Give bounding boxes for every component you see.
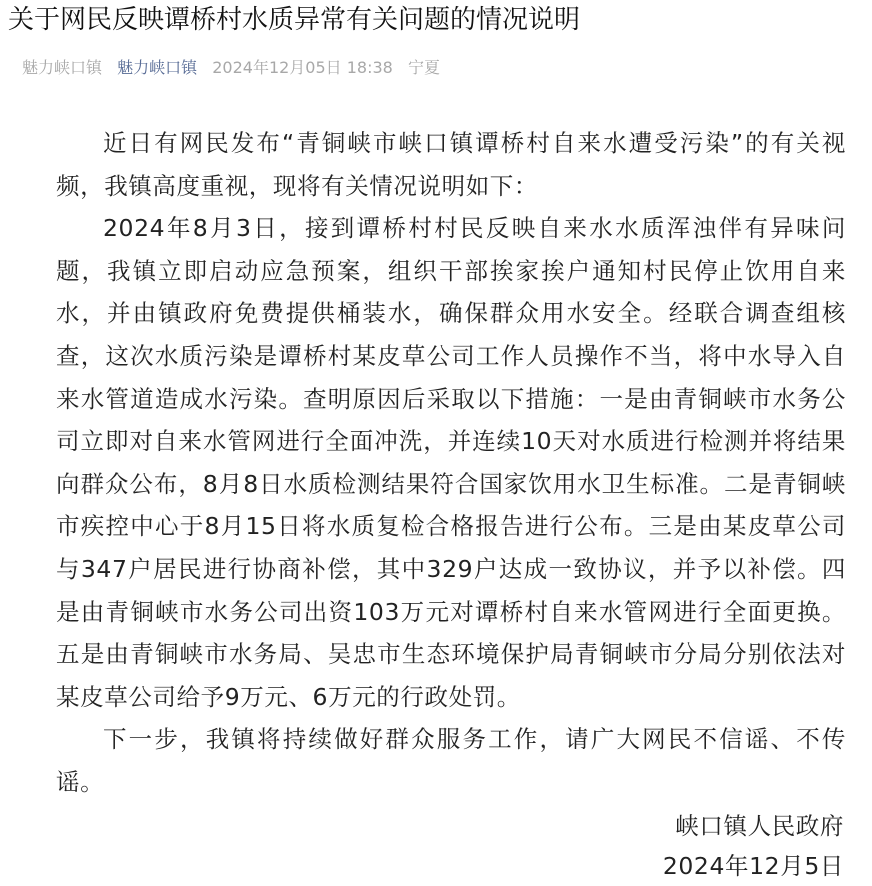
signature-block bbox=[663, 806, 844, 886]
paragraph-details: 2024年8月3日，接到谭桥村村民反映自来水水质浑浊伴有异味问题，我镇立即启动应急预案，组织干部挨家挨户通知村民停止饮用自来水，并由镇政府免费提供桶装水，确保群众用水安全。经联合调查组核查，这次水质污染是谭桥村某皮草公司工作人员操作不当，将中水导入自来水管道造成水污染。查明原因后采取以下措施：一是由青铜峡市水务公司立即对自来水管网进行全面冲洗，并连续10天对水质进行检测并将结果向群众公布，8月8日水质检测结果符合国家饮用水卫生标准。二是青铜峡市疾控中心于8月15日将水质复检合格报告进行公布。三是由某皮草公司与347户居民进行协商补偿，其中329户达成一致协议，并予以补偿。四是由青铜峡市水务公司出资103万元对谭桥村自来水管网进行全面更换。五是由青铜峡市水务局、吴忠市生态环境保护局青铜峡市分局分别依法对某皮草公司给予9万元、6万元的行政处罚。 bbox=[56, 214, 846, 711]
article-body bbox=[56, 122, 846, 804]
meta-source: 魅力峡口镇 bbox=[22, 58, 103, 77]
paragraph-intro: 近日有网民发布“青铜峡市峡口镇谭桥村自来水遭受污染”的有关视频，我镇高度重视，现将有关情况说明如下： bbox=[56, 129, 846, 200]
signature-date: 2024年12月5日 bbox=[662, 852, 844, 880]
meta-account-link[interactable]: 魅力峡口镇 bbox=[117, 58, 198, 77]
signature-org: 峡口镇人民政府 bbox=[675, 812, 844, 840]
paragraph-next-step: 下一步，我镇将持续做好群众服务工作，请广大网民不信谣、不传谣。 bbox=[56, 725, 846, 796]
meta-datetime: 2024年12月05日 18:38 bbox=[212, 58, 393, 77]
meta-location: 宁夏 bbox=[407, 58, 440, 77]
article-title: 关于网民反映谭桥村水质异常有关问题的情况说明 bbox=[8, 5, 581, 35]
article-meta bbox=[22, 56, 450, 80]
